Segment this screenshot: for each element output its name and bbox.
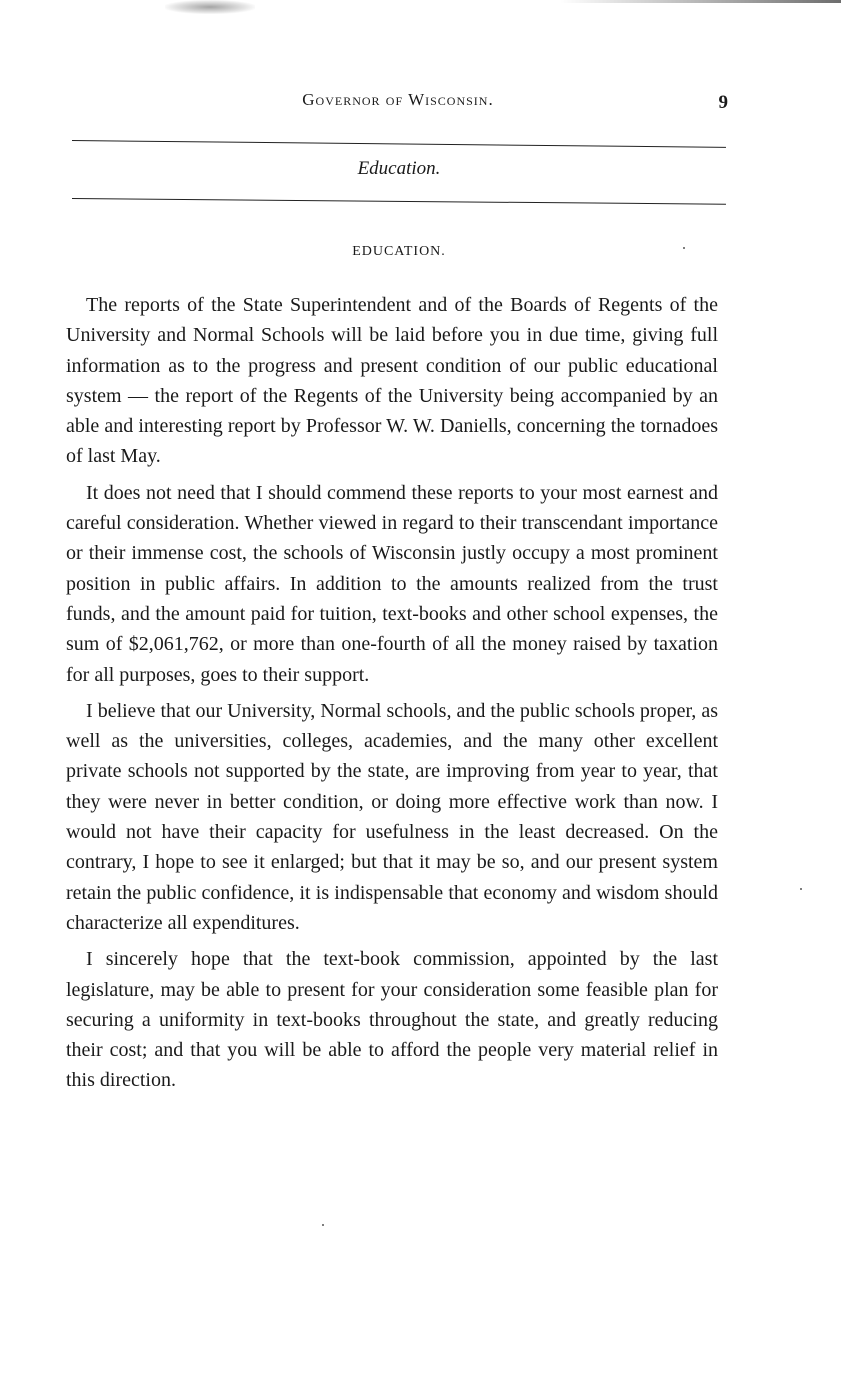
print-speck <box>800 888 802 890</box>
section-heading: EDUCATION. <box>352 244 446 259</box>
running-head <box>68 90 728 116</box>
running-title: Governor of Wisconsin. <box>302 90 494 109</box>
paragraph-text-book-commission: I sincerely hope that the text-book commission, appointed by the last legislature, may be able to present for your consideration some feasible plan for securing a uniformity in text-books throughout the state, and greatly reducing their cost; and that you will be able to afford the people very material relief in this direction. <box>66 948 718 1092</box>
page-edge-shadow <box>560 0 841 3</box>
print-speck <box>322 1224 324 1226</box>
section-subtitle: Education. <box>357 158 441 179</box>
page-edge-smudge <box>165 0 255 14</box>
body-text <box>66 290 718 1102</box>
paragraph-reports: The reports of the State Superintendent and of the Boards of Regents of the University and Normal Schools will be laid before you in due time, giving full information as to the progress and present condition of our public educational system — the report of the Regents of the University being accompanied by an able and interesting report by Professor W. W. Daniells, concerning the tornadoes of last May. <box>66 294 718 468</box>
bottom-rule <box>72 198 726 205</box>
page-number: 9 <box>718 92 728 113</box>
paragraph-consideration: It does not need that I should commend these reports to your most earnest and careful consideration. Whether viewed in regard to their transcendant importance or their immense cost, the schools of Wisconsin justly occupy a most prominent position in public affairs. In addition to the amounts realized from the trust funds, and the amount paid for tuition, text-books and other school expenses, the sum of $2,061,762, or more than one-fourth of all the money raised by taxation for all purposes, goes to their support. <box>66 481 718 686</box>
top-rule <box>72 140 726 148</box>
print-speck <box>683 247 685 249</box>
paragraph-schools: I believe that our University, Normal schools, and the public schools proper, as well as the universities, colleges, academies, and the many other excellent private schools not supported by the state, are improving from year to year, that they were never in better condition, or doing more effective work than now. I would not have their capacity for usefulness in the least decreased. On the contrary, I hope to see it enlarged; but that it may be so, and our present system retain the public confidence, it is indispensable that economy and wisdom should characterize all expenditures. <box>66 699 718 934</box>
